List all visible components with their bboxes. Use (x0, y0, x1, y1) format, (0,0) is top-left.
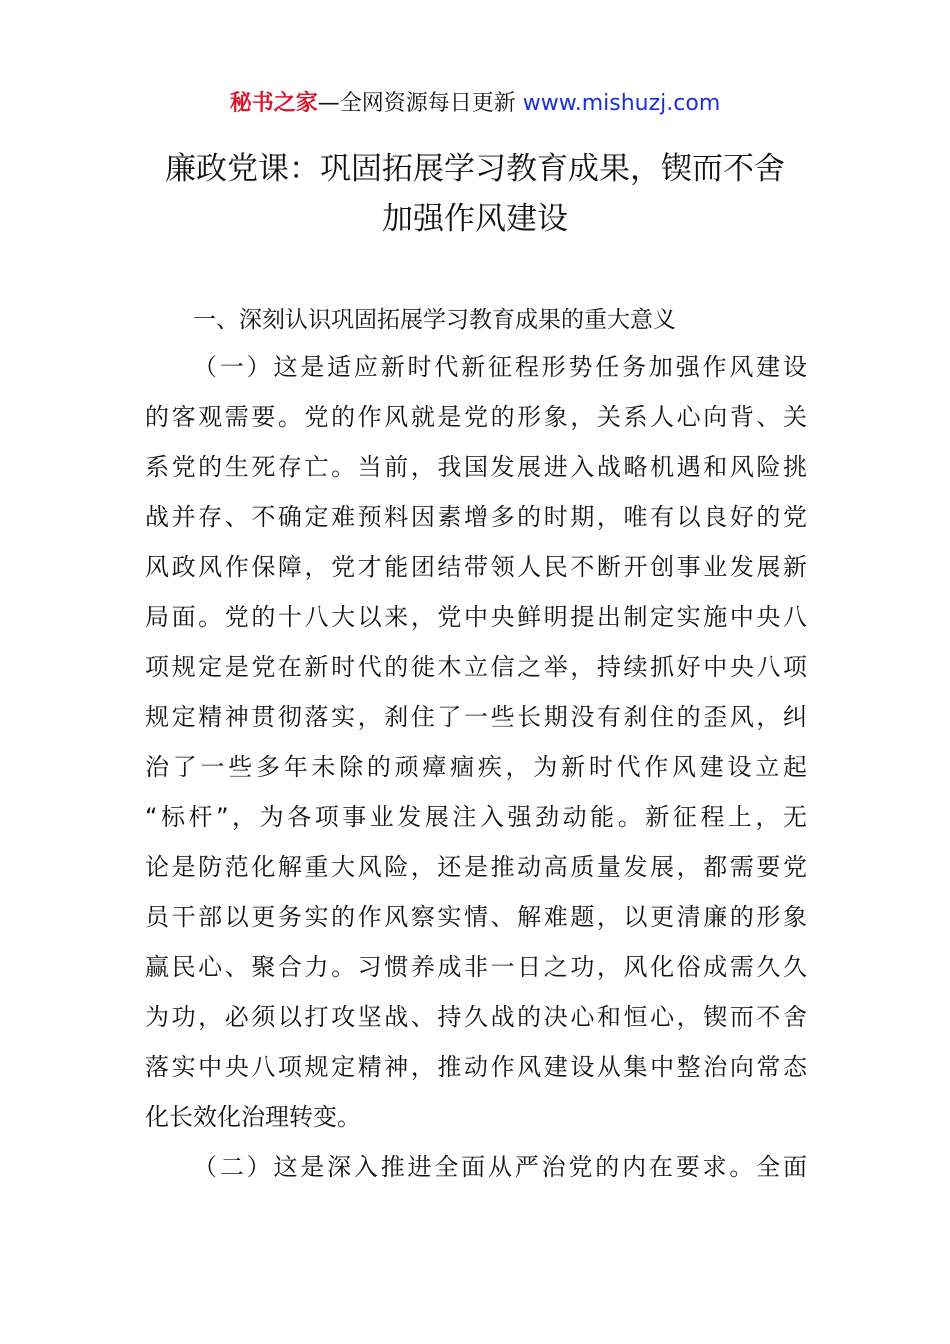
paragraph-line: “标杆”，为各项事业发展注入强劲动能。新征程上，无 (145, 803, 807, 831)
paragraph-line: 化长效化治理转变。 (145, 1103, 361, 1131)
paragraph-line: 的客观需要。党的作风就是党的形象，关系人心向背、关 (145, 403, 807, 431)
paragraph-line: （一）这是适应新时代新征程形势任务加强作风建设 (193, 353, 807, 381)
paragraph-line: 落实中央八项规定精神，推动作风建设从集中整治向常态 (145, 1053, 807, 1081)
paragraph-line: 员干部以更务实的作风察实情、解难题，以更清廉的形象 (145, 903, 807, 931)
site-brand: 秘书之家 (229, 91, 318, 116)
title-line-2: 加强作风建设 (382, 201, 568, 237)
paragraph-line: 项规定是党在新时代的徙木立信之举，持续抓好中央八项 (145, 653, 807, 681)
paragraph-line: 战并存、不确定难预料因素增多的时期，唯有以良好的党 (145, 503, 807, 531)
section-heading: 一、深刻认识巩固拓展学习教育成果的重大意义 (193, 307, 676, 333)
paragraph-line: 规定精神贯彻落实，刹住了一些长期没有刹住的歪风，纠 (145, 703, 807, 731)
paragraph-line: 为功，必须以打攻坚战、持久战的决心和恒心，锲而不舍 (145, 1003, 807, 1031)
document-title (100, 144, 850, 244)
title-line-1: 廉政党课：巩固拓展学习教育成果，锲而不舍 (165, 151, 785, 187)
site-tagline: —全网资源每日更新 (317, 91, 523, 116)
paragraph-line: 论是防范化解重大风险，还是推动高质量发展，都需要党 (145, 853, 807, 881)
paragraph-line: 系党的生死存亡。当前，我国发展进入战略机遇和风险挑 (145, 453, 807, 481)
paragraph-line: 局面。党的十八大以来，党中央鲜明提出制定实施中央八 (145, 603, 807, 631)
paragraph-line: 赢民心、聚合力。习惯养成非一日之功，风化俗成需久久 (145, 953, 807, 981)
site-url-link[interactable]: www.mishuzj.com (522, 91, 721, 116)
paragraph-line: 风政风作保障，党才能团结带领人民不断开创事业发展新 (145, 553, 807, 581)
paragraph-line: （二）这是深入推进全面从严治党的内在要求。全面 (193, 1153, 807, 1181)
paragraph-line: 治了一些多年未除的顽瘴痼疾，为新时代作风建设立起 (145, 753, 807, 781)
site-header (0, 86, 950, 122)
